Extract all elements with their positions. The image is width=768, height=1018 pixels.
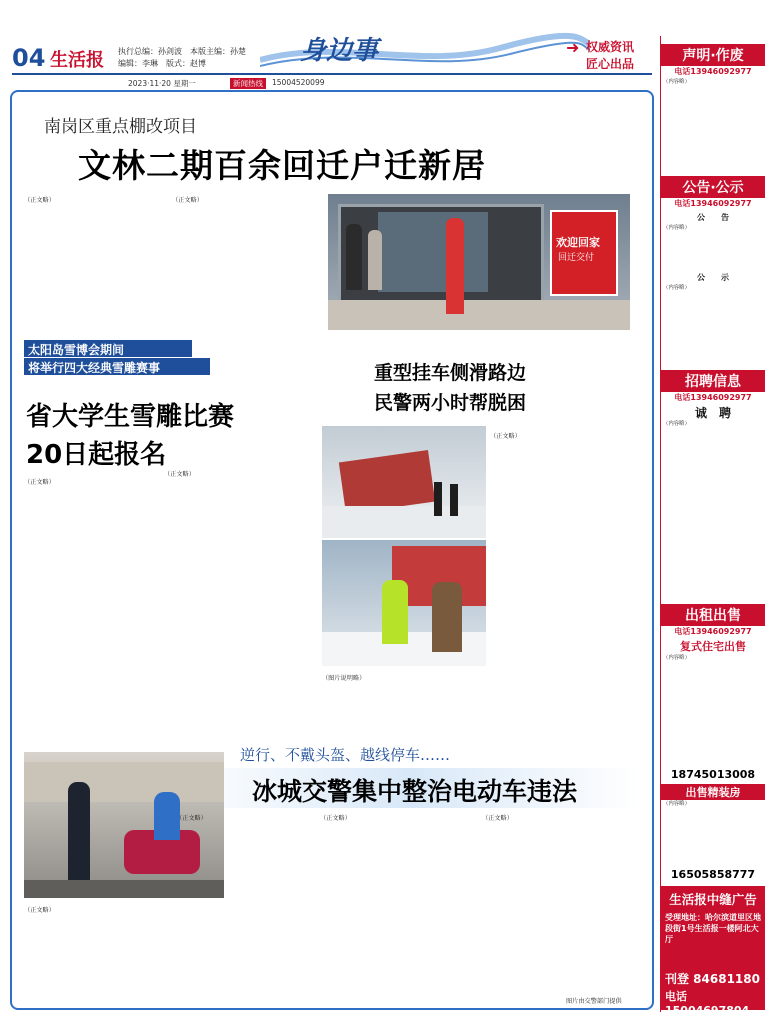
- classified-publicity-subtitle: 公 示: [697, 273, 729, 282]
- masthead-rule: [12, 73, 652, 75]
- ad-phone-1: 刊登 84681180: [665, 972, 760, 986]
- classified-rental-contact: 18745013008: [670, 768, 756, 781]
- section-title: 身边事: [300, 36, 379, 66]
- ad-address: 受理地址：哈尔滨道里区地段街1号生活报一楼阿北大厅: [665, 913, 761, 944]
- classified-notice-body: （内容略）: [663, 79, 690, 85]
- classified-jobs-body: （内容略）: [663, 421, 690, 427]
- photo-sign-subtext: 回迁交付: [558, 253, 595, 263]
- classified-publicity-body: （内容略）: [663, 285, 690, 291]
- classified-sale-subtitle: 出售精装房: [661, 784, 765, 800]
- hotline-number: 15004520099: [272, 78, 325, 87]
- story2-kicker-1: 太阳岛雪博会期间: [28, 343, 125, 357]
- ad-phone-2: 电话 15004697804: [665, 990, 750, 1017]
- classified-notice-phone: 电话13946092977: [661, 66, 765, 77]
- story2-body-col1: （正文略）: [24, 479, 55, 486]
- classified-section-announcement: 公告·公示: [661, 176, 765, 198]
- classified-section-jobs: 招聘信息: [661, 370, 765, 392]
- classified-rental-subtitle: 复式住宅出售: [680, 640, 746, 653]
- classified-sale-contact: 16505858777: [670, 868, 756, 881]
- brand-logo: 生活报: [50, 50, 104, 71]
- classified-jobs-subtitle: 诚 聘: [694, 406, 731, 420]
- story4-photo-credit: 图片由交警部门提供: [566, 998, 622, 1005]
- story1-photo: [328, 194, 630, 330]
- story4-kicker: 逆行、不戴头盔、越线停车……: [240, 746, 451, 764]
- ad-brand: 生活报中缝广告: [669, 892, 757, 907]
- classifieds-column: [660, 36, 765, 1017]
- arrow-icon: ➜: [566, 38, 580, 57]
- classified-announcement-body: （内容略）: [663, 225, 690, 231]
- story2-body-col2: （正文略）: [164, 471, 195, 478]
- story2-headline-2: 20日起报名: [26, 440, 167, 470]
- story3-headline-2: 民警两小时帮脱困: [374, 392, 527, 414]
- classified-announcement-subtitle: 公 告: [697, 213, 729, 222]
- story4-body-col3: （正文略）: [320, 815, 351, 822]
- classified-section-notice: 声明·作废: [661, 44, 765, 66]
- classified-sale-body: （内容略）: [663, 801, 690, 807]
- story4-body-col1: （正文略）: [24, 907, 55, 914]
- hotline-label: 新闻热线: [230, 78, 266, 89]
- story4-body-col4: （正文略）: [482, 815, 513, 822]
- classified-rental-body: （内容略）: [663, 655, 690, 661]
- classified-announcement-phone: 电话13946092977: [674, 199, 752, 208]
- story3-photo-1: [322, 426, 486, 538]
- story2-headline-1: 省大学生雪雕比赛: [26, 402, 235, 432]
- issue-date: 2023·11·20 星期一: [128, 79, 196, 88]
- editors-line-2: 编辑：李琳 版式：赵博: [118, 59, 206, 68]
- story3-body-col1: （正文略）: [490, 433, 521, 440]
- story1-kicker: 南岗区重点棚改项目: [44, 117, 197, 137]
- story4-headline: 冰城交警集中整治电动车违法: [252, 777, 578, 806]
- slogan-line-2: 匠心出品: [586, 57, 635, 71]
- classified-jobs-phone: 电话13946092977: [674, 393, 752, 402]
- slogan-line-1: 权威资讯: [586, 40, 635, 54]
- story3-headline-1: 重型挂车侧滑路边: [374, 362, 527, 384]
- story3-caption: （图片说明略）: [322, 675, 366, 682]
- classified-section-rental: 出租出售: [661, 604, 765, 626]
- page-number: 04: [12, 44, 46, 72]
- story1-body-col2: （正文略）: [172, 197, 203, 204]
- ad-box: [661, 886, 765, 1017]
- editors-line-1: 执行总编：孙剑波 本版主编：孙楚: [118, 47, 246, 56]
- story3-photo-2: [322, 540, 486, 666]
- story1-headline: 文林二期百余回迁户迁新居: [78, 146, 486, 185]
- classified-rental-phone: 电话13946092977: [674, 627, 752, 636]
- story2-kicker-2: 将举行四大经典雪雕赛事: [28, 361, 161, 375]
- story4-body-col2: （正文略）: [176, 815, 207, 822]
- photo-sign-text: 欢迎回家: [556, 236, 600, 249]
- story1-body-col1: （正文略）: [24, 197, 55, 204]
